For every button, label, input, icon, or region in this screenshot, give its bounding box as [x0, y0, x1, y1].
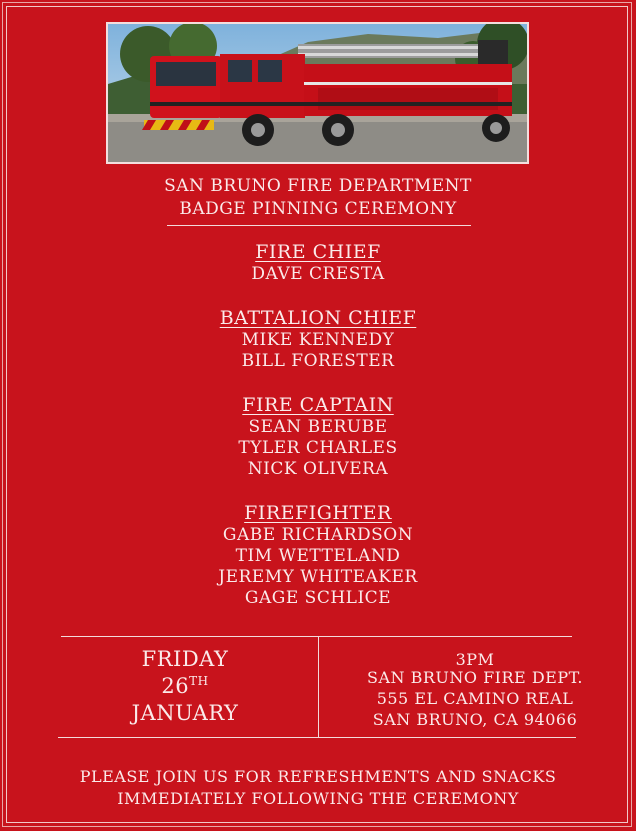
name-item: GAGE SCHLICE: [244, 588, 392, 608]
event-time: 3PM: [455, 650, 495, 669]
name-item: DAVE CRESTA: [251, 264, 385, 284]
event-top-divider: [61, 636, 572, 637]
event-date-number: 26: [161, 674, 190, 698]
name-item: SEAN BERUBE: [248, 417, 388, 437]
name-item: GABE RICHARDSON: [222, 525, 414, 545]
name-item: TIM WETTELAND: [235, 546, 401, 566]
name-item: BILL FORESTER: [241, 351, 395, 371]
name-item: NICK OLIVERA: [247, 459, 389, 479]
event-bottom-divider: [58, 737, 576, 738]
section-title-fire-chief: FIRE CHIEF: [255, 241, 381, 263]
event-month: JANUARY: [131, 701, 239, 725]
ceremony-title: BADGE PINNING CEREMONY: [179, 199, 457, 219]
event-date-suffix: TH: [189, 674, 209, 688]
event-venue: SAN BRUNO FIRE DEPT.: [366, 668, 583, 687]
section-title-firefighter: FIREFIGHTER: [244, 502, 392, 524]
event-day: FRIDAY: [141, 647, 229, 671]
name-item: JEREMY WHITEAKER: [218, 567, 418, 587]
header-divider: [167, 225, 471, 226]
footer-line-1: PLEASE JOIN US FOR REFRESHMENTS AND SNACKS: [79, 767, 557, 786]
fire-truck-photo: [106, 22, 529, 164]
section-title-battalion-chief: BATTALION CHIEF: [219, 307, 417, 329]
footer-line-2: IMMEDIATELY FOLLOWING THE CEREMONY: [117, 789, 519, 808]
section-title-fire-captain: FIRE CAPTAIN: [242, 394, 394, 416]
event-city: SAN BRUNO, CA 94066: [372, 710, 578, 729]
department-title: SAN BRUNO FIRE DEPARTMENT: [164, 176, 472, 196]
name-item: MIKE KENNEDY: [241, 330, 395, 350]
name-item: TYLER CHARLES: [238, 438, 398, 458]
fire-truck-illustration: [108, 24, 527, 162]
event-address: 555 EL CAMINO REAL: [376, 689, 574, 708]
event-date: [100, 674, 270, 698]
